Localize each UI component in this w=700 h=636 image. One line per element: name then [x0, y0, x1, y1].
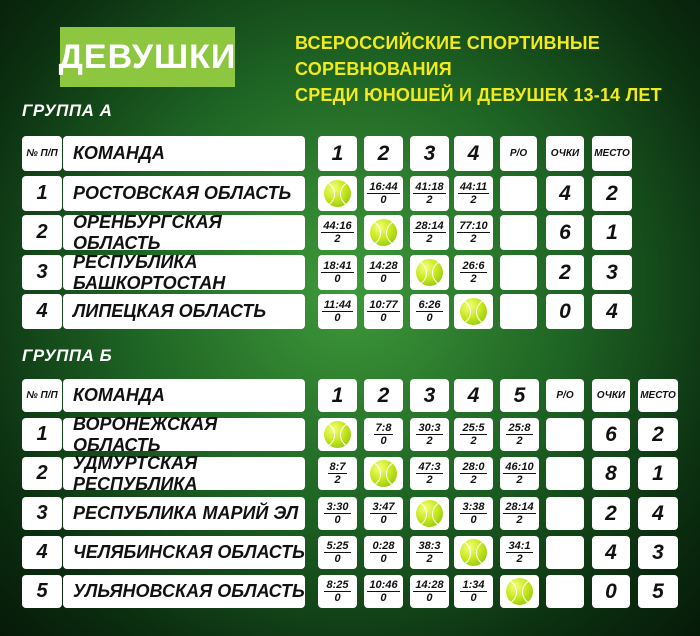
points-cell: [546, 215, 584, 250]
match-points: 0: [380, 312, 387, 324]
place-cell: [592, 215, 632, 250]
tennis-ball-icon: [460, 539, 487, 566]
match-points: 0: [380, 592, 387, 604]
place-value: 2: [652, 422, 664, 446]
points-cell: [546, 255, 584, 290]
header-points: [546, 136, 584, 171]
result-cell: [318, 536, 357, 569]
result-cell: [410, 457, 449, 490]
header-place: [592, 136, 632, 171]
match-points: 2: [334, 474, 341, 486]
place-value: 3: [652, 540, 664, 564]
tennis-ball-icon: [506, 578, 533, 605]
header-game: [364, 379, 403, 412]
match-points: 0: [380, 553, 387, 565]
team-name: [63, 251, 305, 293]
match-points: 2: [470, 435, 477, 447]
points-cell: [546, 294, 584, 329]
score-value: 0:28: [372, 540, 395, 552]
match-score: [370, 501, 396, 526]
tennis-ball-icon: [416, 259, 443, 286]
score-value: 34:1: [508, 540, 531, 552]
row-num: [22, 457, 62, 490]
header-game: [410, 136, 449, 171]
header-game-label: 2: [377, 141, 390, 165]
team-name-label: УЛЬЯНОВСКАЯ ОБЛАСТЬ: [73, 581, 305, 601]
points-cell: [592, 497, 630, 530]
team-name: [63, 497, 305, 530]
match-score: [460, 422, 486, 447]
row-num-label: 4: [36, 300, 48, 322]
result-cell: [500, 536, 539, 569]
match-points: 2: [426, 474, 433, 486]
competition-title-line-2: СРЕДИ ЮНОШЕЙ И ДЕВУШЕК 13-14 ЛЕТ: [295, 85, 662, 105]
score-value: 44:16: [323, 220, 352, 232]
header-game-label: 4: [467, 141, 480, 165]
match-points: 0: [334, 273, 341, 285]
header-ro: [500, 136, 537, 171]
place-value: 1: [652, 461, 664, 485]
result-cell: [410, 536, 449, 569]
match-score: [460, 461, 486, 486]
score-value: 38:3: [418, 540, 441, 552]
header-game: [318, 136, 357, 171]
result-cell: [500, 457, 539, 490]
row-num-label: 1: [36, 182, 48, 204]
match-score: [374, 422, 394, 447]
score-value: 10:46: [369, 579, 398, 591]
result-cell: [318, 418, 357, 451]
team-name: [63, 536, 305, 569]
result-cell: [410, 255, 449, 290]
row-num: [22, 294, 62, 329]
result-cell: [454, 294, 493, 329]
team-name-label: РЕСПУБЛИКА МАРИЙ ЭЛ: [73, 503, 299, 523]
place-cell: [638, 457, 678, 490]
match-points: 0: [470, 514, 477, 526]
place-cell: [638, 575, 678, 608]
header-game: [318, 379, 357, 412]
header-num-label: № П/П: [26, 390, 58, 401]
team-name: [63, 575, 305, 608]
place-value: 1: [606, 220, 618, 244]
header-game-label: 1: [331, 383, 344, 407]
row-num: [22, 575, 62, 608]
result-cell: [318, 457, 357, 490]
team-name: [63, 413, 305, 455]
match-points: 0: [380, 435, 387, 447]
score-value: 6:26: [418, 299, 441, 311]
tennis-ball-icon: [416, 500, 443, 527]
header-num-label: № П/П: [26, 148, 58, 159]
points-value: 0: [559, 299, 571, 323]
competition-title: [295, 30, 700, 108]
header-game: [500, 379, 539, 412]
row-num: [22, 176, 62, 211]
team-name: [63, 211, 305, 253]
result-cell: [454, 255, 493, 290]
match-score: [367, 579, 399, 604]
score-value: 3:38: [462, 501, 485, 513]
ro-cell: [546, 497, 584, 530]
row-num-label: 2: [36, 462, 48, 484]
result-cell: [410, 176, 449, 211]
header-team-label: КОМАНДА: [73, 385, 165, 405]
points-value: 4: [559, 181, 571, 205]
header-place-label: МЕСТО: [640, 390, 676, 401]
team-name-label: ЛИПЕЦКАЯ ОБЛАСТЬ: [73, 301, 267, 321]
result-cell: [364, 255, 403, 290]
result-cell: [318, 497, 357, 530]
place-value: 3: [606, 260, 618, 284]
header-game: [410, 379, 449, 412]
header-game: [454, 379, 493, 412]
score-value: 8:7: [329, 461, 346, 473]
match-score: [416, 461, 442, 486]
header-game-label: 1: [331, 141, 344, 165]
ro-cell: [546, 418, 584, 451]
match-score: [324, 540, 350, 565]
competition-title-line-1: ВСЕРОССИЙСКИЕ СПОРТИВНЫЕ СОРЕВНОВАНИЯ: [295, 33, 600, 79]
header-ro-label: Р/О: [509, 148, 528, 159]
tennis-ball-icon: [324, 421, 351, 448]
match-points: 2: [516, 553, 523, 565]
score-value: 7:8: [375, 422, 392, 434]
header-place: [638, 379, 678, 412]
tennis-ball-icon: [324, 180, 351, 207]
match-points: 2: [470, 194, 477, 206]
result-cell: [500, 418, 539, 451]
header-points-label: ОЧКИ: [550, 148, 580, 159]
match-score: [413, 181, 445, 206]
match-score: [506, 422, 532, 447]
header-ro-label: Р/О: [556, 390, 574, 401]
match-points: 0: [426, 312, 433, 324]
match-score: [416, 540, 442, 565]
score-value: 14:28: [415, 579, 444, 591]
result-cell: [318, 294, 357, 329]
result-cell: [364, 418, 403, 451]
place-value: 2: [606, 181, 618, 205]
group-title: ГРУППА Б: [22, 346, 113, 365]
title-banner: ДЕВУШКИ: [60, 27, 235, 87]
match-score: [322, 299, 353, 324]
result-cell: [364, 457, 403, 490]
score-value: 16:44: [369, 181, 398, 193]
row-num-label: 1: [36, 423, 48, 445]
result-cell: [454, 418, 493, 451]
place-value: 4: [652, 501, 664, 525]
place-cell: [592, 255, 632, 290]
result-cell: [500, 575, 539, 608]
team-name: [63, 294, 305, 329]
header-game-label: 3: [423, 383, 436, 407]
score-value: 18:41: [323, 260, 352, 272]
result-cell: [318, 575, 357, 608]
result-cell: [318, 215, 357, 250]
ro-cell: [500, 294, 537, 329]
match-score: [458, 181, 489, 206]
match-score: [416, 299, 442, 324]
match-points: 2: [470, 233, 477, 245]
score-value: 41:18: [415, 181, 444, 193]
result-cell: [318, 176, 357, 211]
team-name: [63, 452, 305, 494]
match-points: 2: [516, 435, 523, 447]
result-cell: [364, 497, 403, 530]
result-cell: [454, 215, 493, 250]
ro-cell: [546, 457, 584, 490]
match-score: [503, 461, 535, 486]
match-score: [324, 501, 350, 526]
match-score: [367, 260, 399, 285]
score-value: 1:34: [462, 579, 485, 591]
score-value: 3:47: [372, 501, 395, 513]
match-score: [367, 181, 399, 206]
match-points: 2: [516, 474, 523, 486]
result-cell: [364, 215, 403, 250]
result-cell: [410, 497, 449, 530]
header-game-label: 4: [467, 383, 480, 407]
ro-cell: [500, 176, 537, 211]
match-points: 2: [426, 435, 433, 447]
result-cell: [454, 457, 493, 490]
row-num: [22, 497, 62, 530]
header-game: [364, 136, 403, 171]
row-num-label: 3: [36, 261, 48, 283]
score-value: 46:10: [505, 461, 534, 473]
match-points: 2: [470, 474, 477, 486]
team-name-label: РЕСПУБЛИКА БАШКОРТОСТАН: [73, 251, 226, 293]
score-value: 28:0: [462, 461, 485, 473]
score-value: 5:25: [326, 540, 349, 552]
match-score: [321, 220, 353, 245]
match-points: 2: [516, 514, 523, 526]
tennis-ball-icon: [370, 219, 397, 246]
team-name-label: ВОРОНЕЖСКАЯ ОБЛАСТЬ: [73, 413, 218, 455]
place-value: 4: [606, 299, 618, 323]
header-place-label: МЕСТО: [594, 148, 630, 159]
score-value: 26:6: [462, 260, 485, 272]
match-points: 2: [426, 553, 433, 565]
team-name-label: УДМУРТСКАЯ РЕСПУБЛИКА: [73, 452, 198, 494]
result-cell: [410, 575, 449, 608]
match-score: [460, 260, 486, 285]
match-points: 2: [426, 194, 433, 206]
team-name: [63, 176, 305, 211]
header-points-label: ОЧКИ: [596, 390, 626, 401]
header-ro: [546, 379, 584, 412]
row-num-label: 2: [36, 221, 48, 243]
match-points: 0: [380, 194, 387, 206]
header-team-label: КОМАНДА: [73, 143, 165, 163]
score-value: 47:3: [418, 461, 441, 473]
header-team: [63, 379, 305, 412]
score-value: 28:14: [505, 501, 534, 513]
header-game-label: 5: [513, 383, 526, 407]
row-num: [22, 418, 62, 451]
points-cell: [592, 418, 630, 451]
match-score: [328, 461, 348, 486]
points-value: 2: [559, 260, 571, 284]
result-cell: [410, 294, 449, 329]
header-game-label: 2: [377, 383, 390, 407]
match-points: 0: [334, 312, 341, 324]
tennis-ball-icon: [460, 298, 487, 325]
result-cell: [364, 294, 403, 329]
result-cell: [454, 536, 493, 569]
score-value: 28:14: [415, 220, 444, 232]
place-cell: [638, 497, 678, 530]
tennis-ball-icon: [370, 460, 397, 487]
header-points: [592, 379, 630, 412]
points-value: 2: [605, 501, 617, 525]
result-cell: [410, 418, 449, 451]
match-points: 0: [334, 553, 341, 565]
team-name-label: ОРЕНБУРГСКАЯ ОБЛАСТЬ: [73, 211, 222, 253]
match-points: 0: [426, 592, 433, 604]
ro-cell: [500, 215, 537, 250]
match-score: [367, 299, 399, 324]
match-score: [413, 220, 445, 245]
row-num-label: 4: [36, 541, 48, 563]
match-points: 0: [334, 514, 341, 526]
row-num: [22, 215, 62, 250]
header-num: [22, 136, 62, 171]
points-value: 0: [605, 579, 617, 603]
points-value: 8: [605, 461, 617, 485]
points-cell: [592, 536, 630, 569]
score-value: 25:5: [462, 422, 485, 434]
match-points: 0: [470, 592, 477, 604]
place-cell: [592, 294, 632, 329]
match-score: [460, 579, 486, 604]
score-value: 10:77: [369, 299, 398, 311]
match-score: [506, 540, 532, 565]
points-cell: [546, 176, 584, 211]
match-score: [413, 579, 445, 604]
points-cell: [592, 457, 630, 490]
header-game-label: 3: [423, 141, 436, 165]
score-value: 30:3: [418, 422, 441, 434]
result-cell: [364, 176, 403, 211]
score-value: 8:25: [326, 579, 349, 591]
result-cell: [454, 575, 493, 608]
result-cell: [318, 255, 357, 290]
points-cell: [592, 575, 630, 608]
score-value: 3:30: [326, 501, 349, 513]
match-points: 0: [334, 592, 341, 604]
header-num: [22, 379, 62, 412]
match-score: [416, 422, 442, 447]
match-points: 0: [380, 273, 387, 285]
result-cell: [454, 497, 493, 530]
score-value: 14:28: [369, 260, 398, 272]
place-cell: [638, 418, 678, 451]
match-score: [460, 501, 486, 526]
result-cell: [454, 176, 493, 211]
result-cell: [410, 215, 449, 250]
points-value: 6: [605, 422, 617, 446]
ro-cell: [500, 255, 537, 290]
match-score: [321, 260, 353, 285]
header-game: [454, 136, 493, 171]
match-points: 2: [334, 233, 341, 245]
points-value: 4: [605, 540, 617, 564]
match-score: [324, 579, 350, 604]
row-num: [22, 255, 62, 290]
row-num-label: 5: [36, 580, 48, 602]
result-cell: [364, 575, 403, 608]
header-team: [63, 136, 305, 171]
group-title: ГРУППА А: [22, 101, 113, 120]
result-cell: [500, 497, 539, 530]
place-value: 5: [652, 579, 664, 603]
score-value: 25:8: [508, 422, 531, 434]
match-score: [457, 220, 489, 245]
match-points: 2: [426, 233, 433, 245]
match-points: 0: [380, 514, 387, 526]
match-score: [503, 501, 535, 526]
place-cell: [592, 176, 632, 211]
place-cell: [638, 536, 678, 569]
ro-cell: [546, 536, 584, 569]
result-cell: [364, 536, 403, 569]
points-value: 6: [559, 220, 571, 244]
ro-cell: [546, 575, 584, 608]
score-value: 44:11: [459, 181, 488, 193]
row-num-label: 3: [36, 502, 48, 524]
match-points: 2: [470, 273, 477, 285]
score-value: 11:44: [323, 299, 352, 311]
score-value: 77:10: [459, 220, 488, 232]
match-score: [370, 540, 396, 565]
team-name-label: РОСТОВСКАЯ ОБЛАСТЬ: [73, 183, 292, 203]
row-num: [22, 536, 62, 569]
team-name-label: ЧЕЛЯБИНСКАЯ ОБЛАСТЬ: [73, 542, 305, 562]
